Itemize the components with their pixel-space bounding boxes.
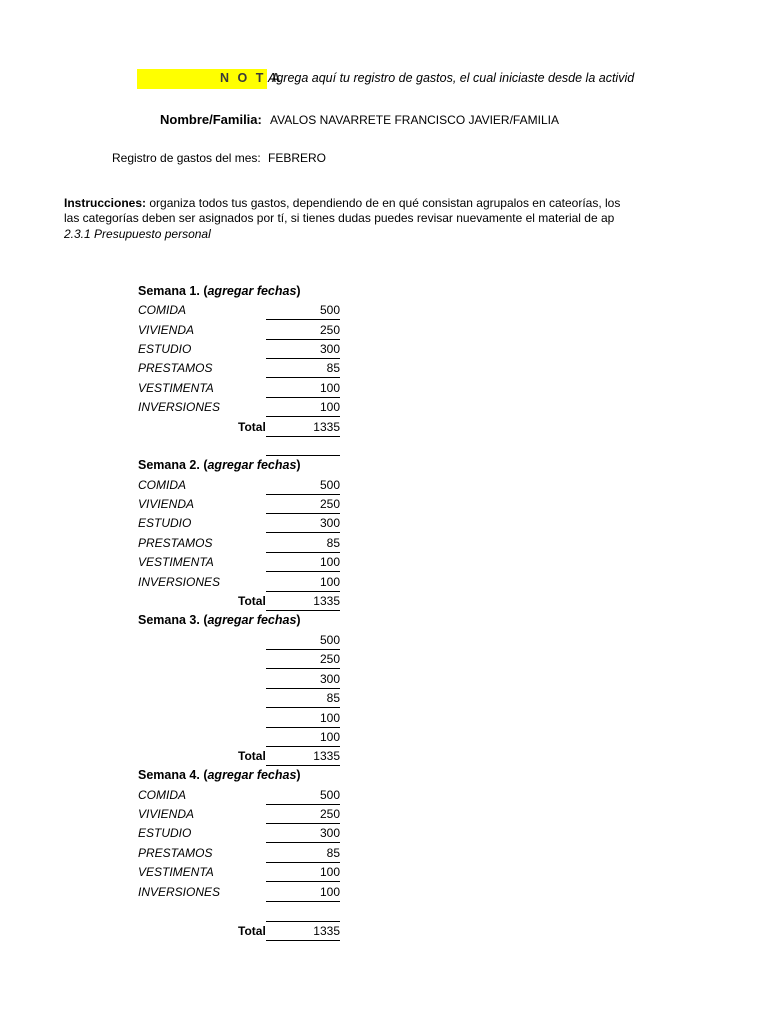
week-title-suffix: )	[296, 284, 301, 298]
week-4-amount-cell	[266, 864, 340, 882]
week-4-amount-cell	[266, 787, 340, 805]
week-4-category: COMIDA	[138, 788, 186, 802]
week-4-category: VIVIENDA	[138, 807, 195, 821]
week-4-amount-cell	[266, 806, 340, 824]
week-4-category: VESTIMENTA	[138, 865, 214, 879]
week-1-category: INVERSIONES	[138, 400, 221, 414]
week-1-total-label: Total	[238, 420, 266, 434]
week-2-title	[138, 458, 301, 472]
amount: 100	[319, 381, 340, 395]
amount: 85	[326, 536, 340, 550]
total-value: 1335	[313, 594, 340, 608]
week-2-amount-cell	[266, 477, 340, 495]
week-4-amount-cell	[266, 884, 340, 902]
week-1-category: VESTIMENTA	[138, 381, 214, 395]
week-4-total-cell	[266, 923, 340, 941]
amount: 300	[319, 672, 340, 686]
week-3-amount-cell	[266, 690, 340, 708]
week-title-prefix: Semana 4. (	[138, 768, 208, 782]
nota-label: N O T A	[220, 71, 283, 85]
week-4-amount-cell	[266, 825, 340, 843]
week-1-category: VIVIENDA	[138, 323, 195, 337]
amount: 500	[319, 478, 340, 492]
week-3-amount-cell	[266, 651, 340, 669]
amount: 100	[319, 865, 340, 879]
week-2-category: VIVIENDA	[138, 497, 195, 511]
instrucciones-text-1: organiza todos tus gastos, dependiendo de en qué consistan agrupalos en cateorías, los	[146, 196, 621, 210]
nombre-label: Nombre/Familia:	[160, 112, 262, 127]
amount: 100	[319, 730, 340, 744]
week-4-title	[138, 768, 301, 782]
week-2-amount-cell	[266, 574, 340, 592]
week-title-suffix: )	[296, 458, 301, 472]
week-3-title	[138, 613, 301, 627]
week-2-amount-cell	[266, 496, 340, 514]
instrucciones-line-2: las categorías deben ser asignados por tí, si tienes dudas puedes revisar nuevamente el material de ap	[64, 211, 615, 225]
week-1-amount-cell	[266, 399, 340, 417]
week-3-amount-cell	[266, 729, 340, 747]
amount: 100	[319, 400, 340, 414]
instrucciones-reference: 2.3.1 Presupuesto personal	[64, 227, 211, 241]
amount: 85	[326, 361, 340, 375]
registro-value: FEBRERO	[268, 151, 327, 165]
week-title-dates: agregar fechas	[207, 768, 297, 782]
week-1-blank-row	[266, 438, 340, 456]
week-2-category: VESTIMENTA	[138, 555, 214, 569]
amount: 300	[319, 342, 340, 356]
amount: 100	[319, 711, 340, 725]
week-1-amount-cell	[266, 341, 340, 359]
amount: 100	[319, 885, 340, 899]
week-4-blank-row	[266, 904, 340, 922]
week-3-amount-cell	[266, 710, 340, 728]
week-1-title	[138, 284, 301, 298]
week-4-total-label: Total	[238, 924, 266, 938]
week-3-total-label: Total	[238, 749, 266, 763]
week-1-category: COMIDA	[138, 303, 186, 317]
week-3-amount-cell	[266, 671, 340, 689]
amount: 500	[319, 633, 340, 647]
amount: 500	[319, 303, 340, 317]
week-4-category: PRESTAMOS	[138, 846, 213, 860]
week-2-total-label: Total	[238, 594, 266, 608]
week-1-amount-cell	[266, 360, 340, 378]
total-value: 1335	[313, 924, 340, 938]
amount: 100	[319, 575, 340, 589]
week-1-amount-cell	[266, 302, 340, 320]
week-title-dates: agregar fechas	[207, 613, 297, 627]
week-2-category: PRESTAMOS	[138, 536, 213, 550]
week-2-amount-cell	[266, 515, 340, 533]
amount: 85	[326, 691, 340, 705]
week-1-category: ESTUDIO	[138, 342, 192, 356]
amount: 100	[319, 555, 340, 569]
amount: 250	[319, 323, 340, 337]
week-1-category: PRESTAMOS	[138, 361, 213, 375]
week-2-total-cell	[266, 593, 340, 611]
amount: 85	[326, 846, 340, 860]
nota-text: Agrega aquí tu registro de gastos, el cual iniciaste desde la activid	[268, 71, 635, 85]
week-title-prefix: Semana 3. (	[138, 613, 208, 627]
amount: 250	[319, 807, 340, 821]
amount: 250	[319, 497, 340, 511]
week-4-category: ESTUDIO	[138, 826, 192, 840]
amount: 250	[319, 652, 340, 666]
registro-label: Registro de gastos del mes:	[112, 151, 261, 165]
week-1-amount-cell	[266, 380, 340, 398]
week-title-suffix: )	[296, 768, 301, 782]
nombre-value: AVALOS NAVARRETE FRANCISCO JAVIER/FAMILIA	[270, 113, 559, 127]
week-1-amount-cell	[266, 322, 340, 340]
week-2-amount-cell	[266, 535, 340, 553]
week-4-amount-cell	[266, 845, 340, 863]
week-3-total-cell	[266, 748, 340, 766]
week-2-category: INVERSIONES	[138, 575, 221, 589]
week-title-dates: agregar fechas	[207, 458, 297, 472]
week-2-category: COMIDA	[138, 478, 186, 492]
week-3-amount-cell	[266, 632, 340, 650]
amount: 300	[319, 826, 340, 840]
week-title-prefix: Semana 1. (	[138, 284, 208, 298]
week-2-category: ESTUDIO	[138, 516, 192, 530]
week-1-total-cell	[266, 419, 340, 437]
amount: 500	[319, 788, 340, 802]
amount: 300	[319, 516, 340, 530]
total-value: 1335	[313, 420, 340, 434]
week-title-prefix: Semana 2. (	[138, 458, 208, 472]
instrucciones-line-1	[64, 196, 620, 210]
instrucciones-label: Instrucciones:	[64, 196, 147, 210]
week-2-amount-cell	[266, 554, 340, 572]
week-title-dates: agregar fechas	[207, 284, 297, 298]
week-title-suffix: )	[296, 613, 301, 627]
week-4-category: INVERSIONES	[138, 885, 221, 899]
total-value: 1335	[313, 749, 340, 763]
